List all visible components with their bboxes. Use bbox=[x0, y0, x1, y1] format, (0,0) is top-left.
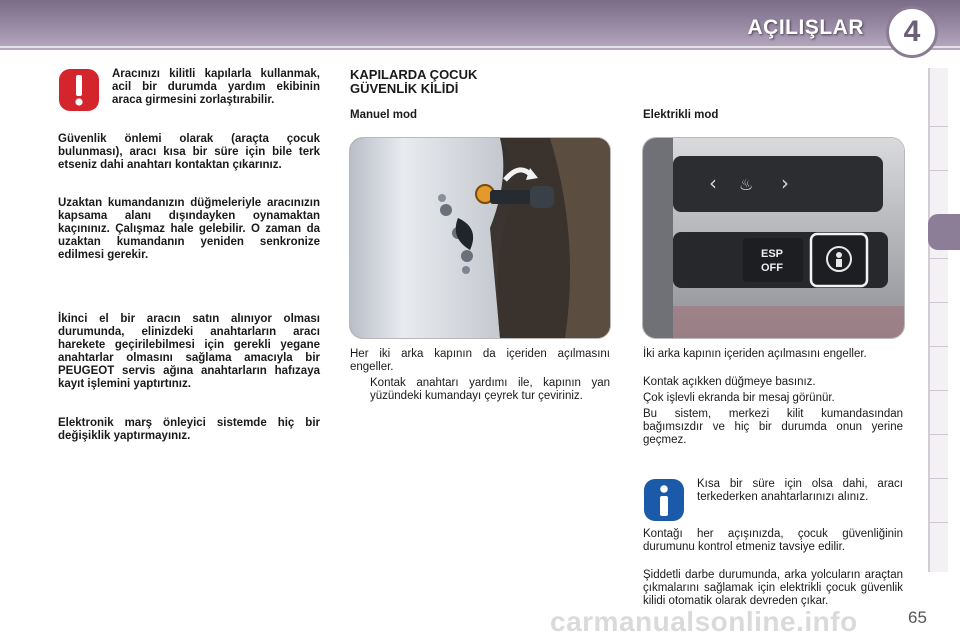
electric-mode-text-5: Kontağı her açışınızda, çocuk güvenliğinin durumunu kontrol etmeniz tavsiye edilir. bbox=[643, 528, 903, 553]
esp-label-line1: ESP bbox=[761, 248, 784, 260]
door-screw bbox=[462, 266, 470, 274]
tab-divider bbox=[930, 478, 948, 479]
electric-mode-text-4: Bu sistem, merkezi kilit kumandasından bağımsızdır ve hiç bir durumda onun yerine geçmez. bbox=[643, 408, 903, 446]
door-edge bbox=[350, 138, 503, 338]
manual-mode-subtitle: Manuel mod bbox=[350, 109, 418, 121]
child-lock-icon-head bbox=[836, 252, 842, 258]
car-key-head bbox=[530, 186, 554, 208]
watermark: carmanualsonline.info bbox=[550, 606, 858, 637]
dash-side bbox=[643, 138, 673, 338]
section-title-line1: KAPILARDA ÇOCUK bbox=[350, 67, 478, 82]
electric-lock-photo bbox=[642, 137, 905, 339]
esp-label-line2: OFF bbox=[761, 262, 783, 274]
chapter-tab-active[interactable] bbox=[928, 214, 960, 250]
second-hand-vehicle-text: İkinci el bir aracın satın alınıyor olması durumunda, elinizdeki anahtarların aracı harekete geçirilebilmesi için gerekli yegane anahtarlar olmasını sağlama amacıyla bir PEUGEOT servis ağına anahtarların hafızaya kayıt işlemini yaptırtınız. bbox=[58, 313, 320, 390]
warning-icon bbox=[58, 68, 100, 112]
tab-divider bbox=[930, 346, 948, 347]
bullet-marker bbox=[350, 377, 370, 403]
info-text: Kısa bir süre için olsa dahi, aracı terkederken anahtarlarınızı alınız. bbox=[697, 478, 903, 503]
seat-heating-icon: ♨ bbox=[739, 175, 754, 194]
door-screw bbox=[461, 250, 473, 262]
section-title-line2: GÜVENLİK KİLİDİ bbox=[350, 81, 459, 96]
door-screw bbox=[440, 204, 452, 216]
tab-divider bbox=[930, 258, 948, 259]
chapter-number-badge: 4 bbox=[886, 6, 938, 58]
tab-divider bbox=[930, 434, 948, 435]
door-screw bbox=[438, 194, 446, 202]
tab-divider bbox=[930, 126, 948, 127]
electric-mode-text-2: Kontak açıkken düğmeye basınız. bbox=[643, 376, 816, 388]
chapter-tab-strip bbox=[928, 68, 948, 572]
immobilizer-text: Elektronik marş önleyici sistemde hiç bir değişiklik yaptırmayınız. bbox=[58, 417, 320, 442]
chevron-left-icon: ‹ bbox=[709, 171, 717, 195]
tab-divider bbox=[930, 390, 948, 391]
dash-lower-trim bbox=[673, 306, 904, 338]
section-title bbox=[350, 68, 590, 96]
esp-off-button bbox=[743, 238, 803, 282]
manual-lock-photo bbox=[349, 137, 611, 339]
safety-text: Güvenlik önlemi olarak (araçta çocuk bulunması), aracı kısa bir süre için bile terk etseniz dahi anahtarı kontaktan çıkarınız. bbox=[58, 133, 320, 171]
electric-mode-text-6: Şiddetli darbe durumunda, arka yolcuların araçtan çıkmalarını sağlamak için elektrikli çocuk güvenlik kilidi otomatik olarak devreden çıkar. bbox=[643, 569, 903, 607]
manual-mode-text: Her iki arka kapının da içeriden açılmasını engeller. bbox=[350, 348, 610, 373]
manual-mode-bullet bbox=[350, 377, 610, 403]
electric-mode-subtitle: Elektrikli mod bbox=[643, 109, 719, 121]
page-title: AÇILIŞLAR bbox=[747, 16, 864, 39]
child-lock-icon-body bbox=[836, 259, 842, 267]
remote-control-text: Uzaktan kumandanızın düğmeleriyle aracınızın kapsama alanı dışındayken oynamaktan kaçınınız. Çalışmaz hale gelebilir. O zaman da uzaktan kumandanın yeniden senkronize edilmesi gerekir. bbox=[58, 197, 320, 261]
info-icon bbox=[643, 478, 685, 522]
tab-divider bbox=[930, 522, 948, 523]
warning-text: Aracınızı kilitli kapılarla kullanmak, acil bir durumda yardım ekibinin araca girmesini zorlaştırabilir. bbox=[112, 68, 320, 106]
electric-mode-text-3: Çok işlevli ekranda bir mesaj görünür. bbox=[643, 392, 835, 404]
tab-divider bbox=[930, 170, 948, 171]
tab-divider bbox=[930, 302, 948, 303]
top-control-panel bbox=[673, 156, 883, 212]
manual-mode-bullet-text: Kontak anahtarı yardımı ile, kapının yan yüzündeki kumandayı çeyrek tur çeviriniz. bbox=[370, 377, 610, 402]
chevron-right-icon: › bbox=[781, 171, 789, 195]
page-number: 65 bbox=[908, 608, 927, 627]
header-divider bbox=[0, 46, 960, 48]
electric-mode-text-1: İki arka kapının içeriden açılmasını engeller. bbox=[643, 348, 867, 360]
